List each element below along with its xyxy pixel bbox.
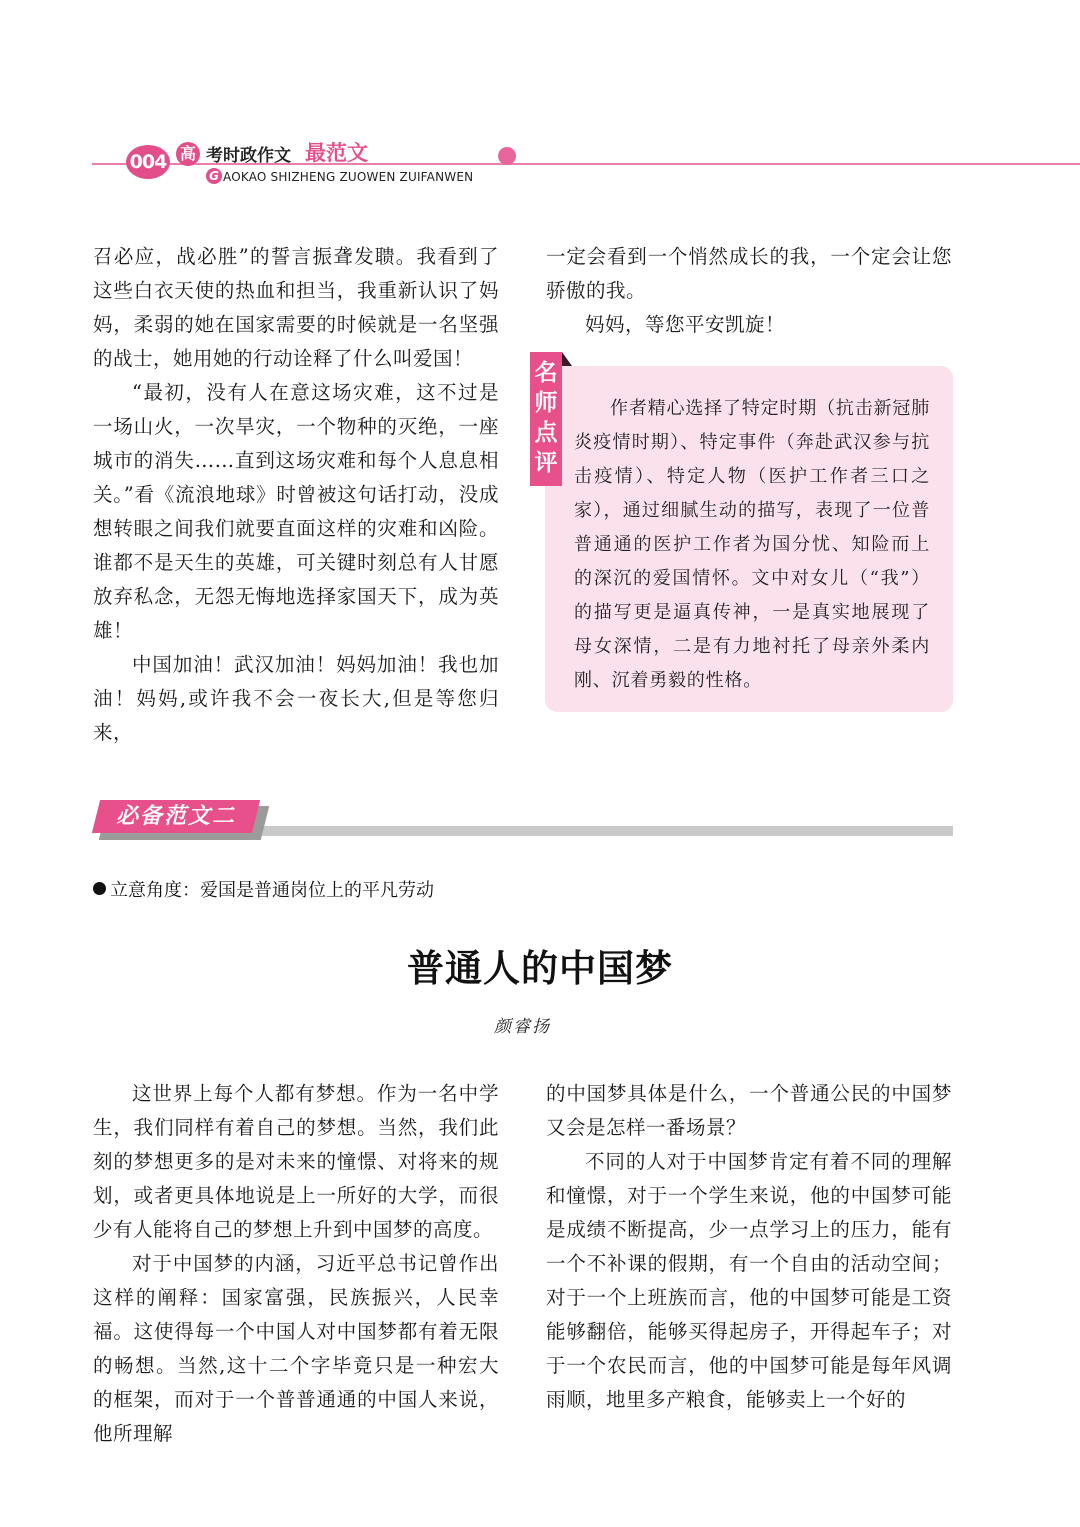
- section-label: 必备范文二: [115, 804, 236, 829]
- paragraph: 妈妈，等您平安凯旋！: [585, 313, 786, 336]
- paragraph: “最初，没有人在意这场灾难，这不过是一场山火，一次旱灾，一个物种的灭绝，一座城市的消失……直到这场灾难和每个人息息相关。”看《流浪地球》时曾被这句话打动，没成想转眼之间我们就要直面这样的灾难和凶险。谁都不是天生的英雄，可关键时刻总有人甘愿放弃私念，无怨无悔地选择家国天下，成为英雄！: [93, 381, 499, 642]
- bullet-icon: [93, 882, 106, 895]
- paragraph: 不同的人对于中国梦肯定有着不同的理解和憧憬，对于一个学生来说，他的中国梦可能是成绩不断提高，少一点学习上的压力，能有一个不补课的假期，有一个自由的活动空间；对于一个上班族而言，他的中国梦可能是工资能够翻倍，能够买得起房子，开得起车子；对于一个农民而言，他的中国梦可能是每年风调雨顺，地里多产粮食，能够卖上一个好的: [546, 1150, 952, 1411]
- paragraph: 对于中国梦的内涵，习近平总书记曾作出这样的阐释：国家富强，民族振兴，人民幸福。这使得每一个中国人对中国梦都有着无限的畅想。当然,这十二个字毕竟只是一种宏大的框架，而对于一个普普通通的中国人来说，他所理解: [93, 1252, 499, 1445]
- section-rule: [250, 826, 953, 836]
- essay-title: 普通人的中国梦: [407, 946, 673, 990]
- header-title-accent: 最范文: [305, 141, 368, 165]
- paragraph: 的中国梦具体是什么，一个普通公民的中国梦又会是怎样一番场景？: [546, 1082, 952, 1139]
- paragraph: 这世界上每个人都有梦想。作为一名中学生，我们同样有着自己的梦想。当然，我们此刻的梦想更多的是对未来的憧憬、对将来的规划，或者更具体地说是上一所好的大学，而很少有人能将自己的梦想上升到中国梦的高度。: [93, 1082, 499, 1241]
- top-right-column: [546, 240, 952, 342]
- header-en-initial: G: [206, 168, 222, 184]
- header-title: 考时政作文: [206, 146, 291, 166]
- header-subtitle-en: AOKAO SHIZHENG ZUOWEN ZUIFANWEN: [223, 170, 474, 184]
- essay-left-column: [93, 1077, 499, 1451]
- theme-angle-text: 立意角度：爱国是普通岗位上的平凡劳动: [110, 880, 434, 901]
- page-number: 004: [126, 145, 170, 179]
- comment-tag: 名师点评: [530, 352, 562, 486]
- paragraph: 中国加油！武汉加油！妈妈加油！我也加油！妈妈,或许我不会一夜长大,但是等您归来，: [93, 653, 499, 744]
- header-dot-icon: [498, 147, 516, 165]
- theme-angle: [93, 876, 434, 902]
- comment-text: 作者精心选择了特定时期（抗击新冠肺炎疫情时期）、特定事件（奔赴武汉参与抗击疫情）、特定人物（医护工作者三口之家），通过细腻生动的描写，表现了一位普普通通的医护工作者为国分忧、知险而上的深沉的爱国情怀。文中对女儿（“我”）的描写更是逼真传神，一是真实地展现了母女深情，二是有力地衬托了母亲外柔内刚、沉着勇毅的性格。: [574, 398, 930, 691]
- essay-right-column: [546, 1077, 952, 1417]
- comment-tag-fold: [562, 352, 572, 366]
- header-gao-badge: 高: [176, 142, 200, 166]
- essay-author: 颜睿扬: [494, 1017, 551, 1037]
- paragraph: 召必应，战必胜”的誓言振聋发聩。我看到了这些白衣天使的热血和担当，我重新认识了妈妈，柔弱的她在国家需要的时候就是一名坚强的战士，她用她的行动诠释了什么叫爱国！: [93, 245, 499, 370]
- paragraph: 一定会看到一个悄然成长的我，一个定会让您骄傲的我。: [546, 245, 952, 302]
- top-left-column: [93, 240, 499, 750]
